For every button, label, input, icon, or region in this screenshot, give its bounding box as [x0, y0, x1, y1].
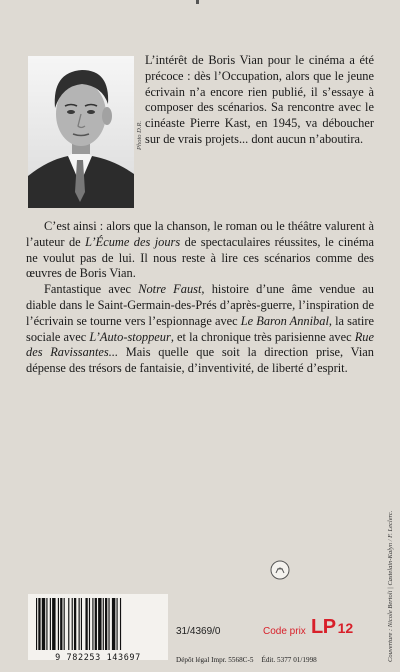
depot-legal: Dépôt légal Impr. 5568C-5 [176, 656, 254, 664]
barcode-bar [98, 598, 101, 650]
legal-deposit [176, 656, 317, 664]
p3-text-b: , histoire d’une âme vendue au diable dans le Saint-Germain-des-Prés d’après-guerre, l’inspiration de l’écrivain se tourne vers l’espionnage avec [26, 282, 374, 328]
barcode-bar [112, 598, 115, 650]
p3-text-a: Fantastique avec [44, 282, 139, 297]
price-code-number: 12 [337, 620, 354, 636]
barcode-bar [95, 598, 97, 650]
cover-credit: Couverture : Nicole Bertoli | Castelain-Kalyn / F. Leclerc. [387, 510, 394, 662]
barcode-bar [68, 598, 69, 650]
p2-text-a: C’est ainsi : alors que la chanson, le roman ou le théâtre valurent à l’auteur de [26, 219, 374, 249]
reference-number: 31/4369/0 [176, 626, 221, 637]
p3-text-d: , et la chronique très parisienne avec [170, 329, 355, 344]
photo-credit: Photo D.R. [136, 120, 143, 150]
paragraph-3 [26, 282, 374, 377]
barcode-bar [42, 598, 45, 650]
barcode-bar [38, 598, 40, 650]
p3-text-e: Mais quelle que soit la direction prise, Vian dépense des trésors de fantaisie, d’inventivité, de liberté d’esprit. [26, 345, 374, 376]
barcode-bar [46, 598, 47, 650]
barcode-bar [89, 598, 90, 650]
title-auto-stoppeur: L’Auto-stoppeur [89, 329, 171, 344]
barcode-bar [120, 598, 121, 650]
intro-paragraph [145, 53, 374, 148]
title-notre-faust: Notre Faust [138, 282, 202, 297]
barcode-bar [117, 598, 118, 650]
barcode-bar [81, 598, 82, 650]
barcode-bar [74, 598, 76, 650]
barcode-bar [52, 598, 55, 650]
barcode-bar [108, 598, 109, 650]
barcode-bar [105, 598, 107, 650]
p2-text-b: de spectaculaires réussites, le cinéma ne voulut pas de lui. Il nous reste à lire ces scénarios comme des œuvres de Boris Vian. [26, 234, 374, 281]
title-rue-des-ravissantes: Rue des Ravissantes... [26, 329, 374, 360]
paragraph-2 [26, 219, 374, 282]
barcode-bar [60, 598, 62, 650]
p3-text-c: , la satire sociale avec [26, 313, 374, 344]
barcode-bar [58, 598, 59, 650]
barcode-bar [50, 598, 51, 650]
edition-number: Édit. 5377 01/1998 [261, 656, 317, 664]
title-baron-annibal: Le Baron Annibal [240, 313, 329, 328]
barcode [28, 594, 168, 660]
price-code-series: LP [311, 616, 336, 638]
barcode-bar [79, 598, 80, 650]
author-photo [28, 56, 134, 208]
barcode-bar [64, 598, 65, 650]
barcode-bar [92, 598, 93, 650]
publisher-emblem-icon [270, 560, 290, 580]
body-text [26, 219, 374, 377]
barcode-bar [85, 598, 87, 650]
barcode-number: 9 782253 143697 [55, 653, 141, 663]
intro-text: L’intérêt de Boris Vian pour le cinéma a été précoce : dès l’Occupation, alors que le jeune écrivain n’a encore rien publié, il s’essaye à composer des scénarios. Sa rencontre avec le cinéaste Pierre Kast, en 1945, va déboucher sur de vrais projets... dont aucun n’aboutira. [145, 53, 374, 146]
price-code-label: Code prix [263, 626, 306, 637]
title-ecume: L’Écume des jours [85, 234, 181, 249]
barcode-bar [36, 598, 37, 650]
price-code [311, 616, 353, 639]
top-mark [196, 0, 199, 4]
barcode-bar [103, 598, 104, 650]
barcode-bar [72, 598, 73, 650]
